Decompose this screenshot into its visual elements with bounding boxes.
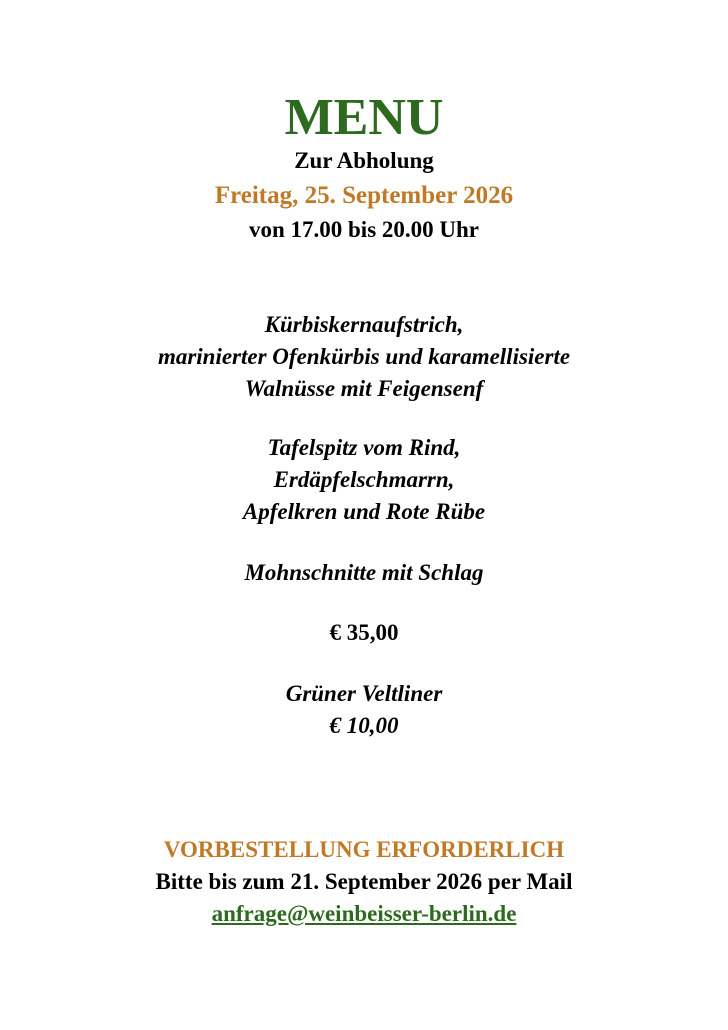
- menu-price: € 35,00: [329, 620, 399, 645]
- preorder-deadline: Bitte bis zum 21. September 2026 per Mail: [155, 869, 573, 894]
- pickup-time: von 17.00 bis 20.00 Uhr: [248, 217, 480, 242]
- course-line: Tafelspitz vom Rind,: [267, 435, 461, 460]
- preorder-notice: VORBESTELLUNG ERFORDERLICH: [163, 837, 565, 862]
- wine-offer: [0, 678, 728, 742]
- course-line: Walnüsse mit Feigensenf: [244, 376, 484, 401]
- course-line: Erdäpfelschmarrn,: [273, 467, 455, 492]
- wine-price: € 10,00: [329, 713, 399, 738]
- event-date: Freitag, 25. September 2026: [214, 182, 514, 209]
- course-line: Apfelkren und Rote Rübe: [242, 499, 486, 524]
- course-line: marinierter Ofenkürbis und karamellisierte: [157, 344, 571, 369]
- course-line: Mohnschnitte mit Schlag: [244, 560, 484, 585]
- course-dessert: [0, 557, 728, 589]
- course-line: Kürbiskernaufstrich,: [264, 312, 464, 337]
- pickup-subtitle: Zur Abholung: [294, 148, 434, 173]
- menu-title: MENU: [284, 89, 444, 146]
- course-starter: [0, 309, 728, 405]
- wine-name: Grüner Veltliner: [285, 681, 443, 706]
- email-container: [0, 898, 728, 933]
- course-main: [0, 432, 728, 528]
- email-link[interactable]: anfrage@weinbeisser-berlin.de: [211, 901, 517, 926]
